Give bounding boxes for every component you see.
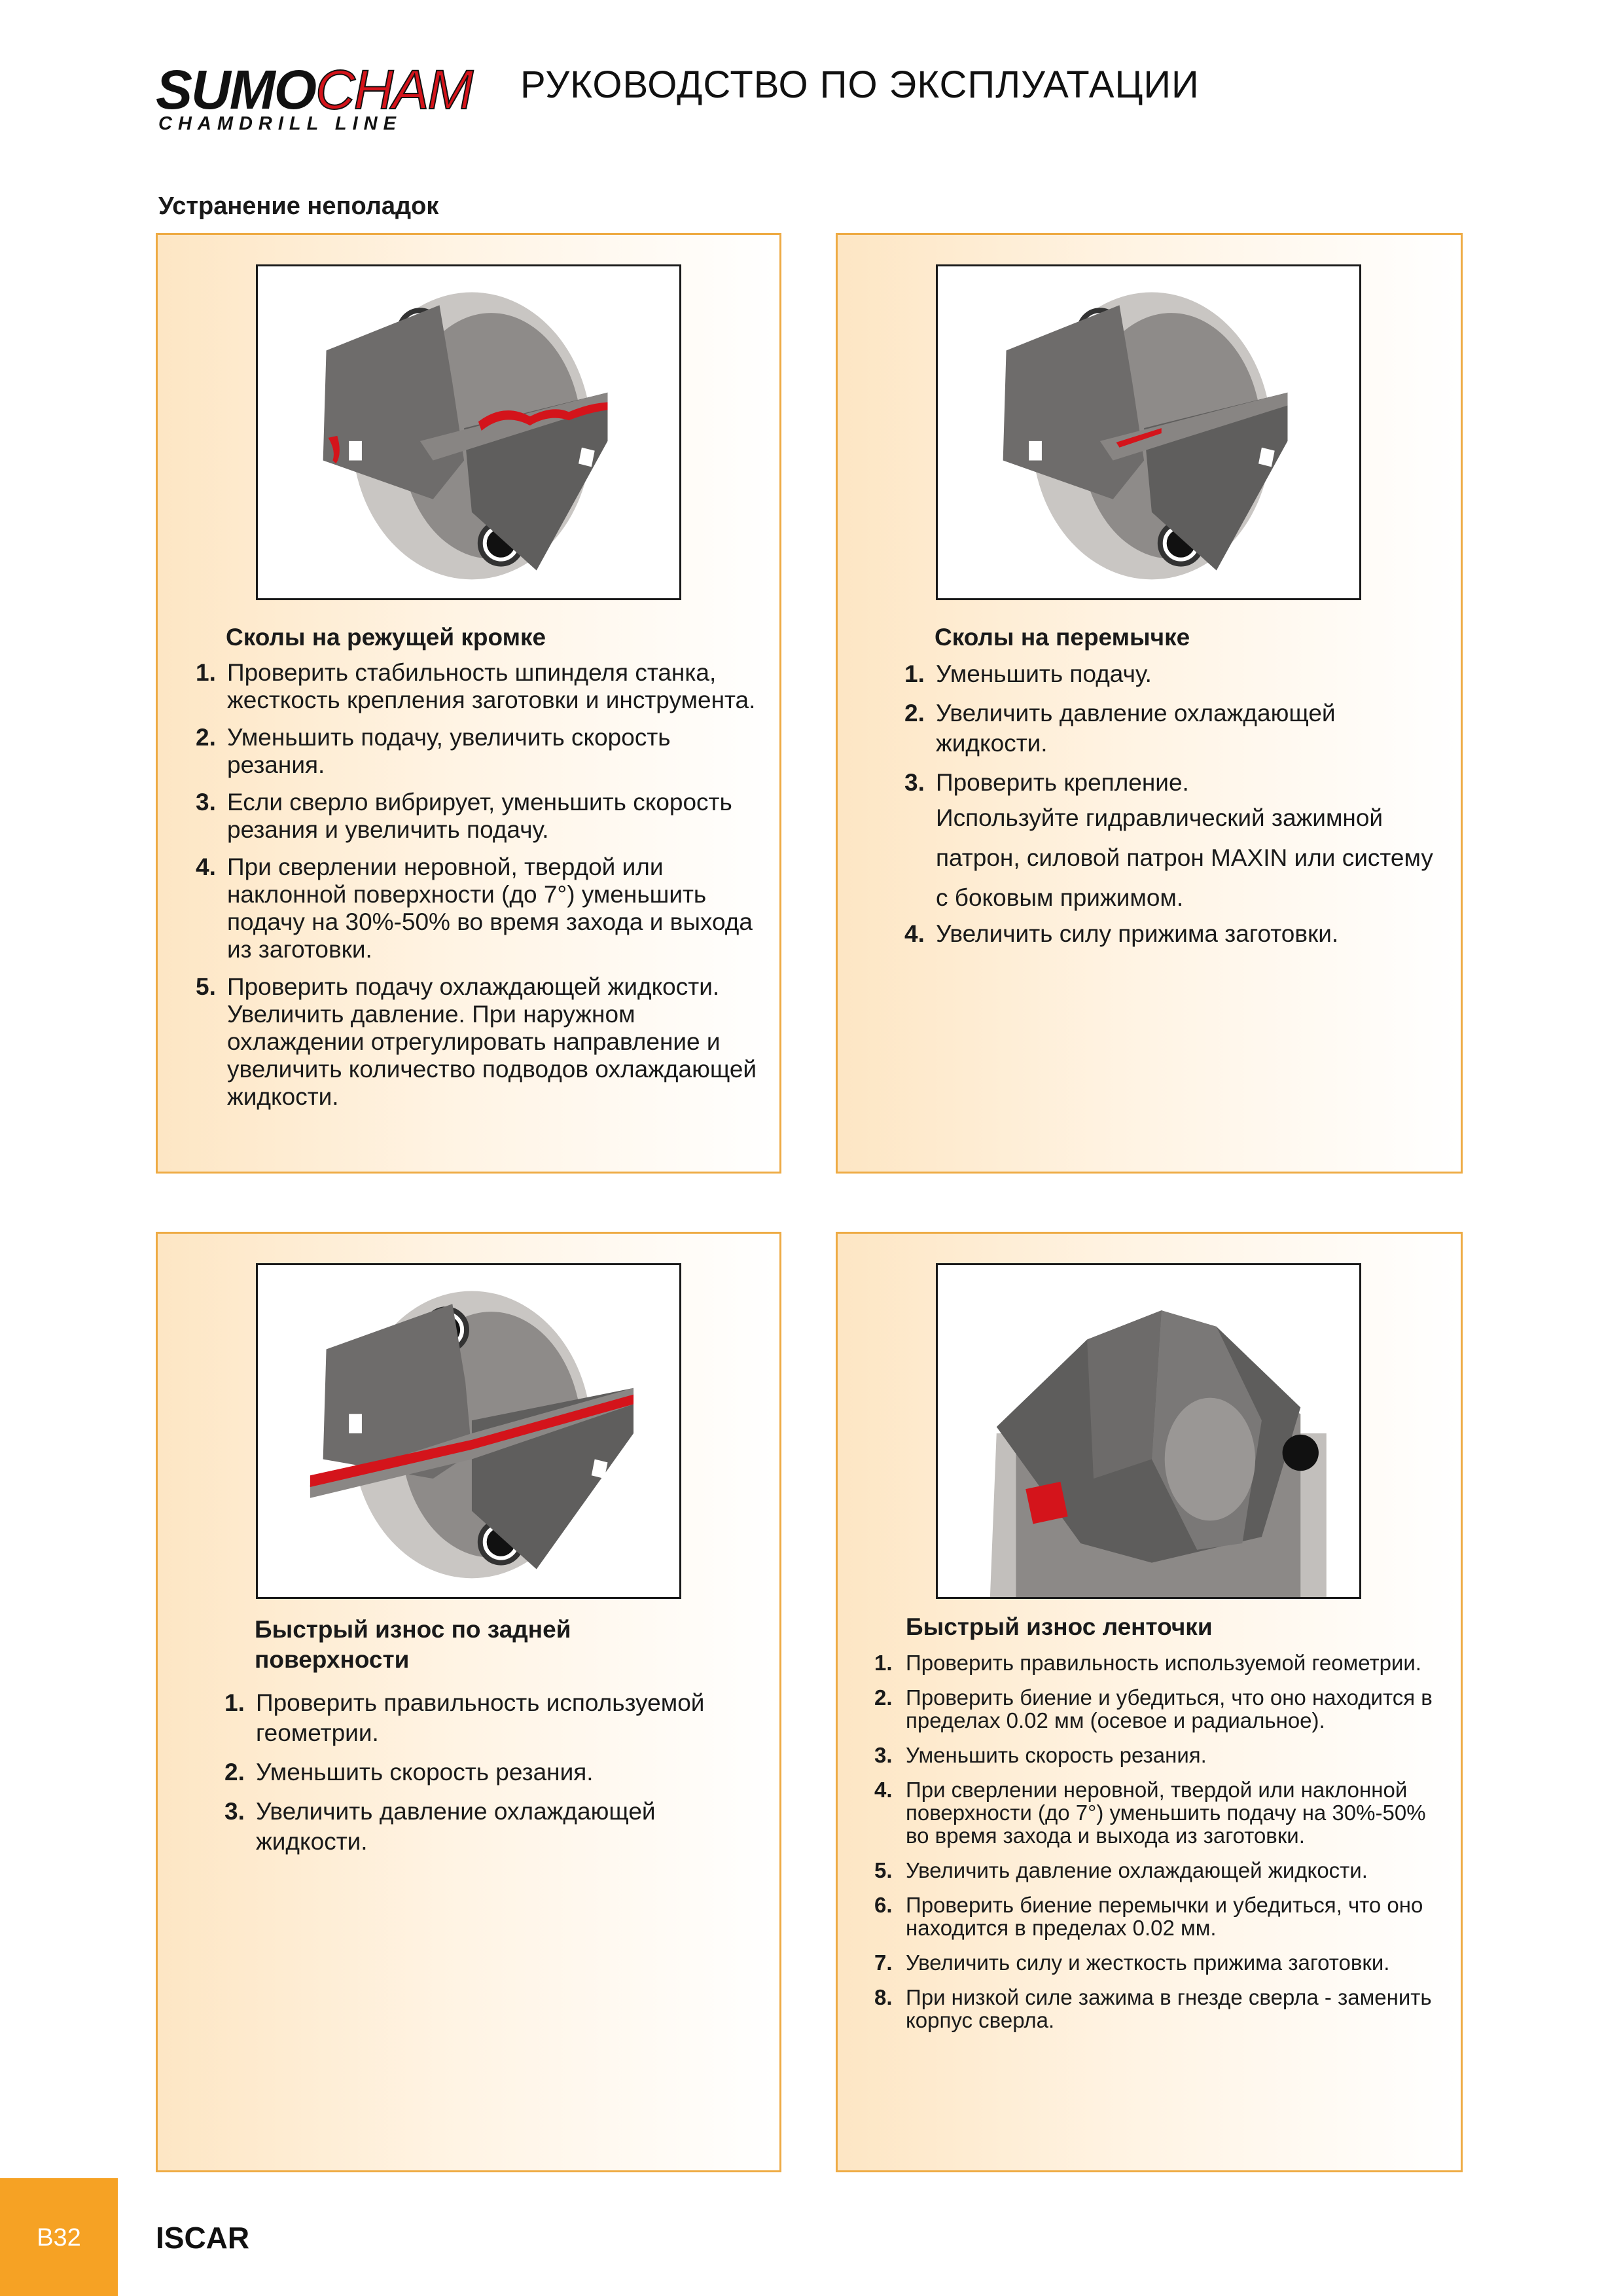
item-number: 1. [196, 659, 216, 686]
card-title: Сколы на режущей кромке [226, 624, 546, 651]
item-number: 1. [874, 1651, 893, 1675]
item-number: 1. [224, 1689, 245, 1716]
card-edge-chipping [156, 233, 781, 1174]
card-margin-wear [836, 1232, 1463, 2172]
item-number: 2. [904, 700, 925, 726]
item-number: 6. [874, 1893, 893, 1917]
logo-part-cham: CHAM [315, 59, 473, 120]
item-text: Проверить подачу охлаждающей жидкости. Увеличить давление. При наружном охлаждении отрегулировать направление и увеличить количество подводов охлаждающей жидкости. [227, 973, 757, 1110]
card-title: Быстрый износ ленточки [906, 1613, 1213, 1640]
recommendations-list [224, 1688, 761, 1866]
list-item [874, 1744, 1450, 1767]
list-item [196, 853, 765, 963]
item-text: Уменьшить скорость резания. [906, 1743, 1207, 1767]
item-text: Уменьшить подачу. [936, 660, 1152, 687]
list-item [224, 1688, 761, 1748]
item-text: Увеличить давление охлаждающей жидкости. [936, 700, 1336, 757]
drill-flank-wear-illustration [258, 1265, 679, 1597]
list-item [196, 659, 765, 714]
logo-part-sumo: SUMO [156, 59, 315, 120]
drill-margin-wear-illustration [938, 1265, 1359, 1597]
drill-tip-image [936, 1263, 1361, 1599]
item-text: Уменьшить скорость резания. [256, 1759, 594, 1785]
item-number: 4. [874, 1778, 893, 1802]
list-item [874, 1859, 1450, 1882]
drill-web-chipping-illustration [938, 266, 1359, 598]
page-title: РУКОВОДСТВО ПО ЭКСПЛУАТАЦИИ [520, 63, 1200, 106]
list-item [904, 919, 1448, 949]
brand-name: ISCAR [156, 2221, 250, 2255]
item-text: Увеличить силу и жесткость прижима заготовки. [906, 1950, 1390, 1975]
list-item [874, 1893, 1450, 1939]
item-text: Проверить биение перемычки и убедиться, что оно находится в пределах 0.02 мм. [906, 1893, 1423, 1940]
item-text: Проверить крепление. [936, 769, 1189, 796]
drill-edge-chipping-illustration [258, 266, 679, 598]
list-item [874, 1686, 1450, 1732]
sumocham-logo [156, 59, 483, 134]
item-number: 1. [904, 660, 925, 687]
item-text: Увеличить давление охлаждающей жидкости. [256, 1798, 656, 1855]
drill-tip-image [256, 1263, 681, 1599]
drill-tip-image [256, 264, 681, 600]
item-text: Проверить биение и убедиться, что оно находится в пределах 0.02 мм (осевое и радиальное). [906, 1685, 1433, 1732]
card-title: Быстрый износ по задней поверхности [255, 1616, 571, 1673]
list-item [874, 1986, 1450, 2032]
list-item [874, 1951, 1450, 1974]
recommendations-list [904, 659, 1448, 958]
logo-wordmark [156, 59, 473, 120]
item-text: При низкой силе зажима в гнезде сверла - заменить корпус сверла. [906, 1985, 1432, 2032]
list-item [874, 1651, 1450, 1674]
item-text: Проверить стабильность шпинделя станка, жесткость крепления заготовки и инструмента. [227, 659, 756, 713]
item-text: Увеличить давление охлаждающей жидкости. [906, 1858, 1368, 1882]
item-text: При сверлении неровной, твердой или наклонной поверхности (до 7°) уменьшить подачу на 30%-50% во время захода и выхода из заготовки. [227, 853, 753, 963]
card-web-chipping [836, 233, 1463, 1174]
item-number: 4. [196, 853, 216, 880]
list-item [904, 698, 1448, 759]
item-number: 3. [224, 1798, 245, 1825]
item-number: 2. [196, 724, 216, 751]
card-title: Сколы на перемычке [935, 624, 1190, 651]
list-item [196, 724, 765, 779]
logo-subtitle: CHAMDRILL LINE [158, 113, 402, 134]
list-item [196, 789, 765, 844]
item-text: Проверить правильность используемой геометрии. [256, 1689, 705, 1746]
item-number: 7. [874, 1950, 893, 1975]
list-item [224, 1797, 761, 1857]
item-text: Уменьшить подачу, увеличить скорость резания. [227, 724, 671, 778]
list-item [904, 659, 1448, 689]
item-number: 4. [904, 920, 925, 947]
item-text: Если сверло вибрирует, уменьшить скорость резания и увеличить подачу. [227, 789, 732, 843]
item-note: Используйте гидравлический зажимной патрон, силовой патрон MAXIN или систему с боковым прижимом. [936, 804, 1433, 911]
item-text: Увеличить силу прижима заготовки. [936, 920, 1339, 947]
item-number: 2. [874, 1685, 893, 1710]
recommendations-list [196, 659, 765, 1121]
drill-tip-image [936, 264, 1361, 600]
item-number: 5. [196, 973, 216, 1000]
page-number: B32 [37, 2224, 81, 2251]
item-number: 3. [196, 789, 216, 816]
item-text: При сверлении неровной, твердой или наклонной поверхности (до 7°) уменьшить подачу на 30%-50% во время захода и выхода из заготовки. [906, 1778, 1426, 1848]
item-text: Проверить правильность используемой геометрии. [906, 1651, 1421, 1675]
section-heading: Устранение неполадок [158, 192, 439, 220]
item-number: 3. [904, 769, 925, 796]
item-number: 2. [224, 1759, 245, 1785]
list-item [196, 973, 765, 1111]
recommendations-list [874, 1651, 1450, 2043]
list-item [874, 1778, 1450, 1847]
list-item [224, 1757, 761, 1787]
list-item [904, 768, 1448, 918]
card-flank-wear [156, 1232, 781, 2172]
item-number: 3. [874, 1743, 893, 1767]
item-number: 8. [874, 1985, 893, 2009]
item-number: 5. [874, 1858, 893, 1882]
